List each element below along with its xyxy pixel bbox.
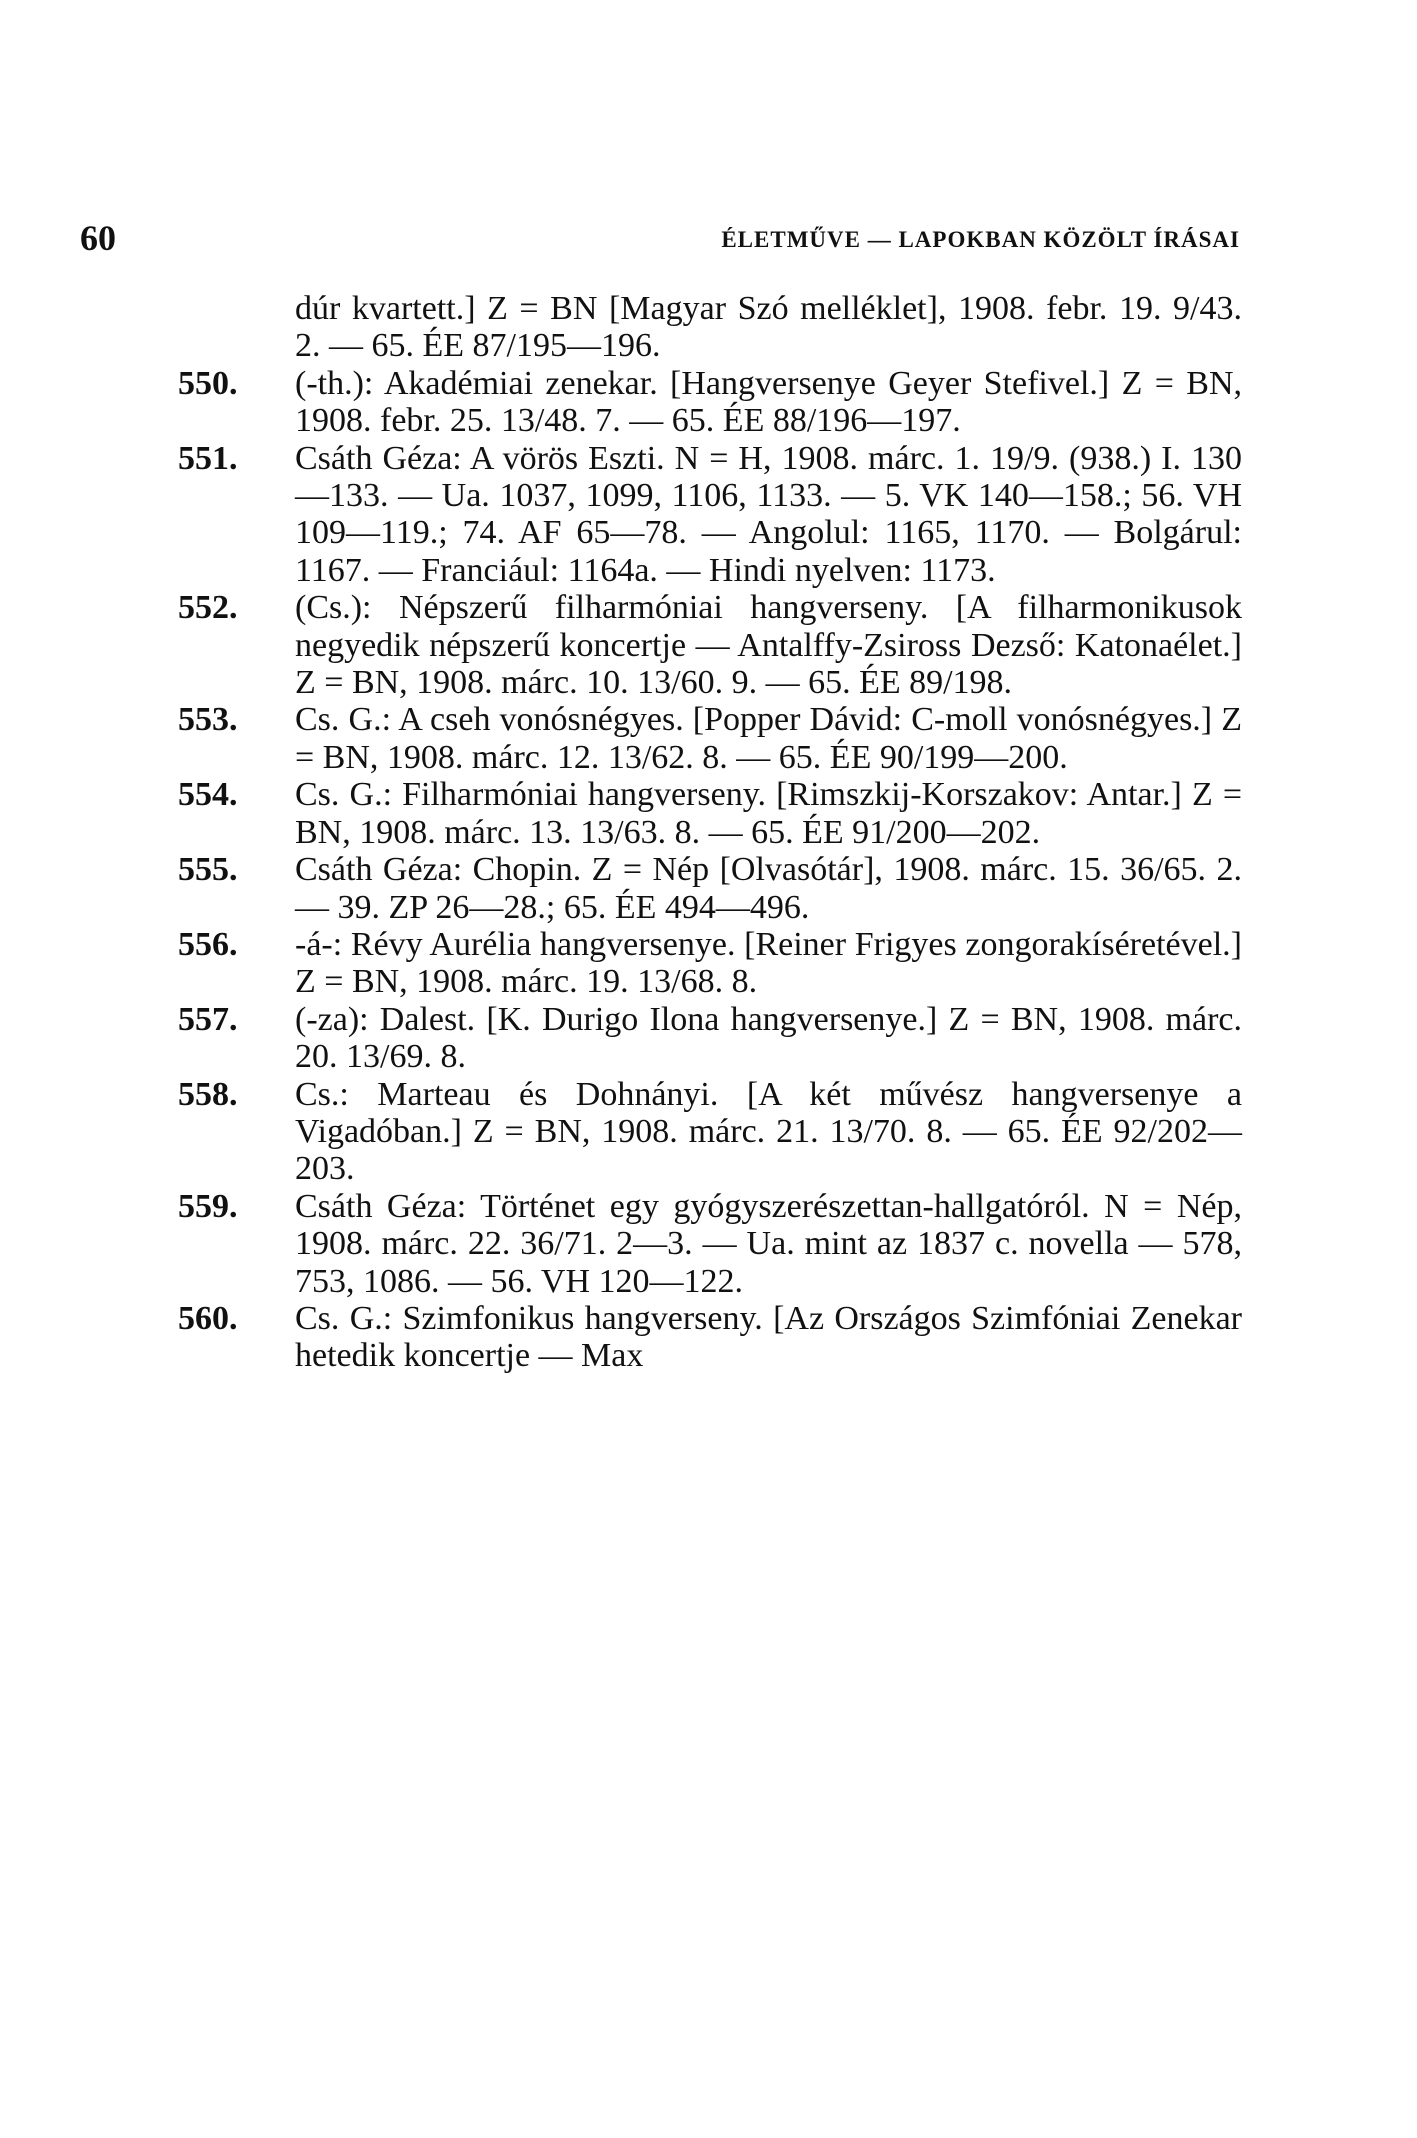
page-number: 60: [80, 218, 116, 258]
entry-number: 551.: [178, 439, 238, 477]
entry-text: (Cs.): Népszerű filharmóniai hangverseny. [A filharmonikusok negyedik népszerű koncertje — Antalffy-Zsiross Dezső: Katonaélet.] Z = BN, 1908. márc. 10. 13/60. 9. — 65. ÉE 89/198.: [295, 589, 1242, 702]
bibliography-entry: [178, 290, 1242, 365]
entry-text: Csáth Géza: Történet egy gyógyszerészettan-hallgatóról. N = Nép, 1908. márc. 22. 36/71. 2—3. — Ua. mint az 1837 c. novella — 578, 753, 1086. — 56. VH 120—122.: [295, 1187, 1242, 1300]
bibliography-entry: [178, 1001, 1242, 1076]
entry-number: 558.: [178, 1075, 238, 1113]
page-header: [80, 218, 1240, 258]
bibliography-entry: [178, 851, 1242, 926]
entry-number: 557.: [178, 1000, 238, 1038]
entry-text: Cs. G.: Szimfonikus hangverseny. [Az Országos Szimfóniai Zenekar hetedik koncertje — Max: [295, 1299, 1242, 1375]
entry-text: Csáth Géza: Chopin. Z = Nép [Olvasótár], 1908. márc. 15. 36/65. 2. — 39. ZP 26—28.; 65. ÉE 494—496.: [295, 851, 1242, 926]
bibliography-entry: [178, 440, 1242, 590]
entry-number: 552.: [178, 589, 238, 627]
entry-text: Csáth Géza: A vörös Eszti. N = H, 1908. márc. 1. 19/9. (938.) I. 130—133. — Ua. 1037, 1099, 1106, 1133. — 5. VK 140—158.; 56. VH 109—119.; 74. AF 65—78. — Angolul: 1165, 1170. — Bolgárul: 1167. — Franciául: 1164a. — Hindi nyelven: 1173.: [295, 439, 1242, 589]
bibliography-entry: [178, 1300, 1242, 1375]
bibliography-entry: [178, 589, 1242, 701]
bibliography-entry: [178, 1076, 1242, 1188]
entry-text: Cs. G.: Filharmóniai hangverseny. [Rimszkij-Korszakov: Antar.] Z = BN, 1908. márc. 13. 13/63. 8. — 65. ÉE 91/200—202.: [295, 776, 1242, 851]
entry-number: 553.: [178, 701, 238, 739]
entry-text: -á-: Révy Aurélia hangversenye. [Reiner Frigyes zongorakíséretével.] Z = BN, 1908. márc. 19. 13/68. 8.: [295, 925, 1242, 1001]
entry-number: 554.: [178, 776, 238, 814]
bibliography-entry: [178, 1188, 1242, 1300]
entry-text: Cs.: Marteau és Dohnányi. [A két művész hangversenye a Vigadóban.] Z = BN, 1908. márc. 21. 13/70. 8. — 65. ÉE 92/202—203.: [295, 1075, 1242, 1188]
bibliography-entry: [178, 701, 1242, 776]
entry-text: (-za): Dalest. [K. Durigo Ilona hangversenye.] Z = BN, 1908. márc. 20. 13/69. 8.: [295, 1000, 1242, 1076]
entry-text: (-th.): Akadémiai zenekar. [Hangversenye Geyer Stefivel.] Z = BN, 1908. febr. 25. 13/48. 7. — 65. ÉE 88/196—197.: [295, 364, 1242, 440]
entry-text: dúr kvartett.] Z = BN [Magyar Szó melléklet], 1908. febr. 19. 9/43. 2. — 65. ÉE 87/195—196.: [295, 290, 1242, 365]
bibliography-entry: [178, 776, 1242, 851]
entry-number: 560.: [178, 1299, 238, 1337]
bibliography-entry: [178, 926, 1242, 1001]
bibliography-entries: [178, 290, 1242, 1375]
entry-number: 555.: [178, 851, 238, 889]
bibliography-entry: [178, 365, 1242, 440]
entry-text: Cs. G.: A cseh vonósnégyes. [Popper Dávid: C-moll vonósnégyes.] Z = BN, 1908. márc. 12. 13/62. 8. — 65. ÉE 90/199—200.: [295, 701, 1242, 776]
running-head: ÉLETMŰVE — LAPOKBAN KÖZÖLT ÍRÁSAI: [721, 227, 1240, 252]
entry-number: 550.: [178, 364, 238, 402]
entry-number: 556.: [178, 925, 238, 963]
entry-number: 559.: [178, 1187, 238, 1225]
